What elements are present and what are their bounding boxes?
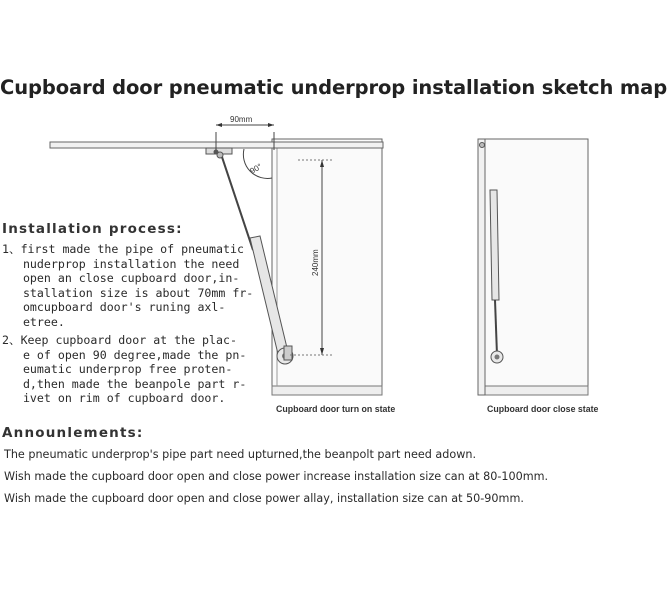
angle-90-label: 90° bbox=[248, 161, 264, 176]
closed-strut-cylinder bbox=[490, 190, 499, 300]
announcement-item-1: The pneumatic underprop's pipe part need upturned,the beanpolt part need adown. bbox=[4, 448, 477, 461]
installation-step-1: 1、first made the pipe of pneumatic nuderprop installation the need open an close cupboard door,in- stallation size is about 70mm fr- omcupboard door's runing axl- etree. bbox=[2, 242, 254, 329]
close-state-caption: Cupboard door close state bbox=[487, 404, 599, 414]
page-title: Cupboard door pneumatic underprop installation sketch map bbox=[0, 76, 667, 99]
installation-heading: Installation process: bbox=[2, 221, 183, 237]
closed-state-diagram bbox=[478, 139, 588, 395]
dim-90mm-label: 90mm bbox=[230, 115, 253, 124]
closed-cabinet-base bbox=[478, 386, 588, 395]
announcements-heading: Announlements: bbox=[2, 425, 144, 441]
announcement-item-2: Wish made the cupboard door open and close power increase installation size can at 80-100mm. bbox=[4, 470, 549, 483]
open-cabinet-base bbox=[272, 386, 382, 395]
strut-pivot-top bbox=[217, 152, 223, 158]
closed-door-panel bbox=[478, 139, 485, 395]
installation-step-2: 2、Keep cupboard door at the plac- e of open 90 degree,made the pn- eumatic underprop free proten- d,then made the beanpole part r- ivet on rim of cupboard door. bbox=[2, 333, 247, 406]
open-state-caption: Cupboard door turn on state bbox=[276, 404, 396, 414]
dim-240mm-label: 240mm bbox=[311, 249, 320, 276]
announcement-item-3: Wish made the cupboard door open and close power allay, installation size can at 50-90mm. bbox=[4, 492, 524, 505]
